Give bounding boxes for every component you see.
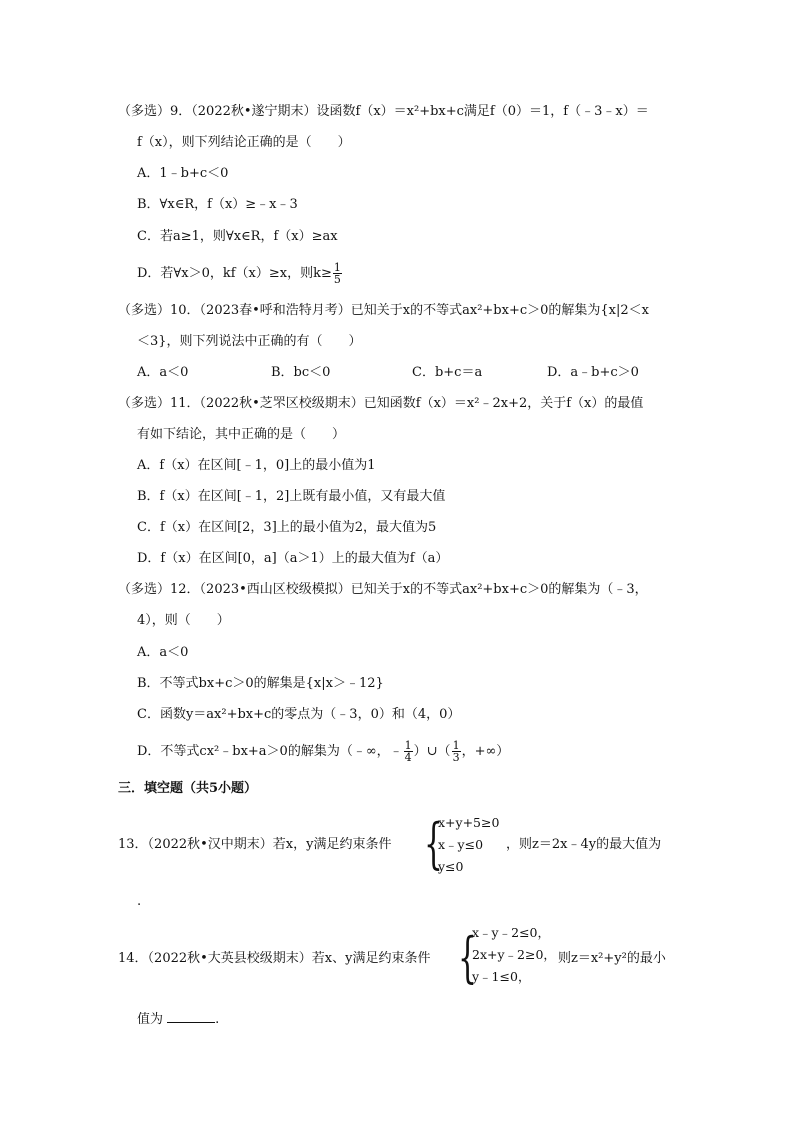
q11-option-c: C．f（x）在区间[2，3]上的最小值为2，最大值为5 [137,520,437,535]
q10-option-d: D．a﹣b+c＞0 [547,365,639,380]
q10-option-c: C．b+c＝a [412,365,483,380]
fraction-numerator: 1 [404,739,412,752]
q10-option-b: B．bc＜0 [271,365,331,380]
q14-stem-post: 则z＝x²+y²的最小 [558,951,666,966]
fraction-one-quarter [404,740,413,763]
q9-option-d [137,262,343,285]
q11-stem-line1: （多选）11．（2022秋•芝罘区校级期末）已知函数f（x）＝x²﹣2x+2，关于f（x）的最值 [118,396,644,411]
left-brace: { [424,812,443,875]
q11-option-b: B．f（x）在区间[﹣1，2]上既有最小值，又有最大值 [137,489,446,504]
fraction-one-third [452,740,461,763]
answer-blank[interactable] [167,1010,215,1023]
q9-option-b: B．∀x∈R，f（x）≥﹣x﹣3 [137,197,298,212]
fraction-numerator: 1 [452,739,460,752]
q13-constraint-2: x﹣y≤0 [438,837,484,852]
q14-answer-label: 值为 [137,1012,164,1027]
q9-stem-line2: f（x），则下列结论正确的是（ ） [137,135,351,150]
q12-option-c: C．函数y＝ax²+bx+c的零点为（﹣3，0）和（4，0） [137,707,461,722]
q14-stem-pre: 14．（2022秋•大英县校级期末）若x、y满足约束条件 [118,951,431,966]
q9-option-a: A．1﹣b+c＜0 [137,166,229,181]
q13-stem-pre: 13．（2022秋•汉中期末）若x，y满足约束条件 [118,837,392,852]
fraction-one-fifth [333,262,342,285]
fraction-denominator: 5 [333,273,341,286]
q12-stem-line1: （多选）12．（2023•西山区校级模拟）已知关于x的不等式ax²+bx+c＞0的解集为（﹣3， [118,582,648,597]
q11-stem-line2: 有如下结论，其中正确的是（ ） [137,427,346,442]
q9-option-d-text: D．若∀x＞0，kf（x）≥x，则 [137,266,314,281]
q14-constraint-3: y﹣1≤0， [472,969,531,984]
q13-stem-post: ，则z＝2x﹣4y的最大值为 [506,837,662,852]
q13-constraint-1: x+y+5≥0 [438,815,500,830]
q10-option-a: A．a＜0 [137,365,189,380]
fraction-denominator: 4 [404,751,412,764]
q10-stem-line1: （多选）10．（2023春•呼和浩特月考）已知关于x的不等式ax²+bx+c＞0的解集为{x|2＜x [118,303,649,318]
q14-constraint-system [472,922,556,988]
q14-stem-line2: 值为 . [137,1012,220,1027]
q13-constraint-3: y≤0 [438,859,464,874]
fraction-denominator: 3 [452,751,460,764]
q9-option-c: C．若a≥1，则∀x∈R，f（x）≥ax [137,229,338,244]
q11-option-d: D．f（x）在区间[0，a]（a＞1）上的最大值为f（a） [137,551,449,566]
q12-option-d [137,740,509,763]
q10-stem-line2: ＜3}，则下列说法中正确的有（ ） [137,334,362,349]
q11-option-a: A．f（x）在区间[﹣1，0]上的最小值为1 [137,458,376,473]
left-brace: { [458,926,477,989]
q13-constraint-system [438,812,499,878]
q12-option-d-union: ）∪（ [413,744,451,759]
q9-option-d-k: k≥ [313,266,332,281]
q12-option-a: A．a＜0 [137,645,189,660]
q12-option-b: B．不等式bx+c＞0的解集是{x|x＞﹣12} [137,676,384,691]
section-heading: 三．填空题（共5小题） [118,781,258,796]
q14-constraint-1: x﹣y﹣2≤0， [472,925,550,940]
fraction-numerator: 1 [333,261,341,274]
q12-option-d-text: D．不等式cx²﹣bx+a＞0的解集为（﹣∞，﹣ [137,744,403,759]
q14-constraint-2: 2x+y﹣2≥0， [472,947,556,962]
q12-stem-line2: 4），则（ ） [137,613,230,628]
q13-answer-blank: . [137,894,142,909]
q12-option-d-tail: ，+∞） [461,744,510,759]
q9-stem-line1: （多选）9．（2022秋•遂宁期末）设函数f（x）＝x²+bx+c满足f（0）＝1，f（﹣3﹣x）＝ [118,104,649,119]
